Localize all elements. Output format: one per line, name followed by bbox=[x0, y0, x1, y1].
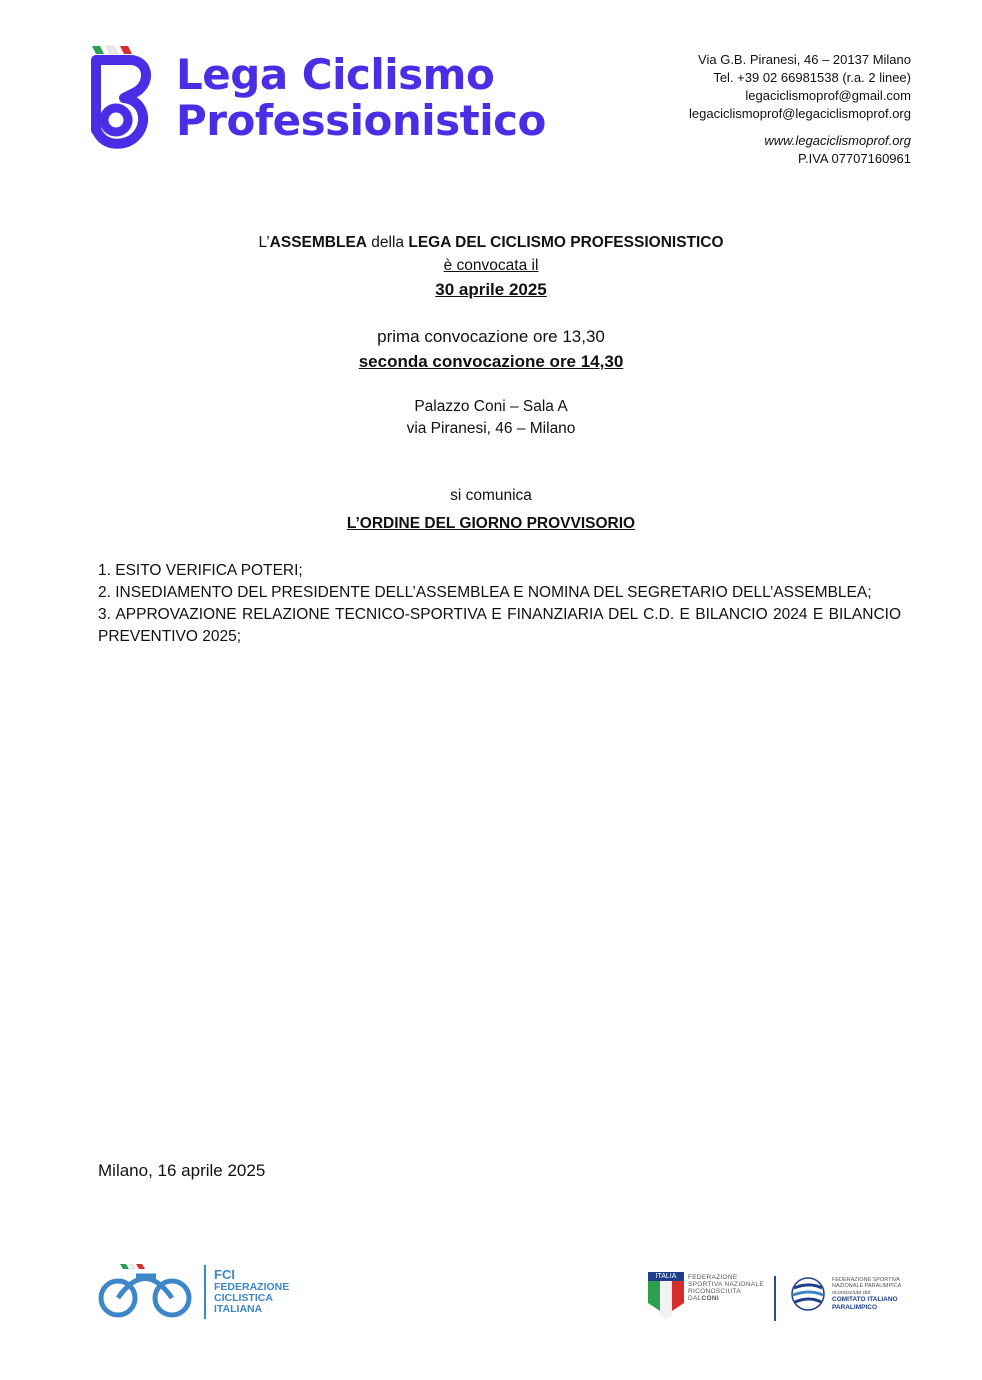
vat-number: P.IVA 07707160961 bbox=[797, 151, 911, 166]
second-call bbox=[0, 352, 982, 372]
convened-text: è convocata il bbox=[443, 257, 539, 274]
communicate-text: si comunica bbox=[450, 487, 532, 504]
italia-label: ITALIA bbox=[648, 1272, 684, 1281]
telephone: Tel. +39 02 66981538 (r.a. 2 linee) bbox=[713, 70, 911, 85]
convened-line bbox=[0, 257, 982, 275]
website-link[interactable]: www.legaciclismoprof.org bbox=[764, 133, 911, 148]
email-org[interactable]: legaciclismoprof@legaciclismoprof.org bbox=[688, 106, 911, 121]
fci-line3: ITALIANA bbox=[214, 1303, 263, 1315]
paralympic-logo bbox=[790, 1276, 901, 1312]
fci-line1: FEDERAZIONE bbox=[214, 1281, 290, 1293]
first-call-text: prima convocazione ore 13,30 bbox=[377, 327, 605, 346]
league-logo-icon bbox=[86, 42, 166, 152]
para-line2: NAZIONALE PARALIMPICA bbox=[832, 1283, 902, 1290]
agenda-list bbox=[98, 560, 901, 648]
communicate-line bbox=[0, 487, 982, 505]
heading-league: LEGA DEL CICLISMO PROFESSIONISTICO bbox=[408, 234, 724, 251]
paralympic-globe-icon bbox=[790, 1276, 826, 1312]
venue-address-text: via Piranesi, 46 – Milano bbox=[406, 420, 576, 437]
para-line3: riconosciuta dal bbox=[832, 1289, 871, 1296]
para-line1: FEDERAZIONE SPORTIVA bbox=[832, 1276, 900, 1283]
agenda-item: 3. APPROVAZIONE RELAZIONE TECNICO-SPORTIVA E FINANZIARIA DEL C.D. E BILANCIO 2024 E BILANCIO PREVENTIVO 2025; bbox=[98, 606, 901, 645]
coni-logo bbox=[648, 1272, 764, 1324]
heading-prefix: L’ bbox=[258, 234, 270, 251]
agenda-item: 1. ESITO VERIFICA POTERI; bbox=[98, 562, 303, 579]
second-call-text: seconda convocazione ore 14,30 bbox=[358, 352, 624, 371]
coni-line4-pre: DAL bbox=[688, 1295, 702, 1302]
assembly-heading bbox=[0, 234, 982, 252]
agenda-title bbox=[0, 515, 982, 533]
coni-line2: SPORTIVA NAZIONALE bbox=[688, 1281, 764, 1288]
league-name-line2: Professionistico bbox=[176, 96, 546, 145]
meeting-date-text: 30 aprile 2025 bbox=[435, 280, 547, 299]
venue-text: Palazzo Coni – Sala A bbox=[414, 398, 568, 415]
heading-assembly: ASSEMBLEA bbox=[269, 234, 367, 251]
contact-block bbox=[689, 51, 911, 168]
league-name bbox=[176, 52, 546, 144]
address: Via G.B. Piranesi, 46 – 20137 Milano bbox=[698, 52, 911, 67]
italy-shield-icon bbox=[648, 1281, 684, 1319]
coni-line3: RICONOSCIUTA bbox=[688, 1288, 741, 1295]
agenda-title-text: L’ORDINE DEL GIORNO PROVVISORIO bbox=[346, 515, 636, 532]
fci-line2: CICLISTICA bbox=[214, 1292, 273, 1304]
league-name-line1: Lega Ciclismo bbox=[176, 50, 495, 99]
footer-divider bbox=[774, 1276, 776, 1321]
signature-date: Milano, 16 aprile 2025 bbox=[98, 1161, 266, 1180]
venue bbox=[0, 398, 982, 416]
para-line4: COMITATO ITALIANO bbox=[832, 1296, 898, 1304]
fci-bike-icon bbox=[96, 1262, 196, 1322]
heading-of: della bbox=[366, 234, 409, 251]
fci-logo bbox=[96, 1262, 289, 1322]
venue-address bbox=[0, 420, 982, 438]
para-line5: PARALIMPICO bbox=[832, 1303, 878, 1311]
first-call bbox=[0, 327, 982, 347]
coni-line1: FEDERAZIONE bbox=[688, 1274, 738, 1281]
fci-abbr: FCI bbox=[214, 1267, 235, 1282]
email-gmail[interactable]: legaciclismoprof@gmail.com bbox=[745, 88, 911, 103]
coni-line4-bold: CONI bbox=[701, 1295, 719, 1302]
agenda-item: 2. INSEDIAMENTO DEL PRESIDENTE DELL’ASSEMBLEA E NOMINA DEL SEGRETARIO DELL’ASSEMBLEA; bbox=[98, 584, 872, 601]
meeting-date bbox=[0, 280, 982, 300]
